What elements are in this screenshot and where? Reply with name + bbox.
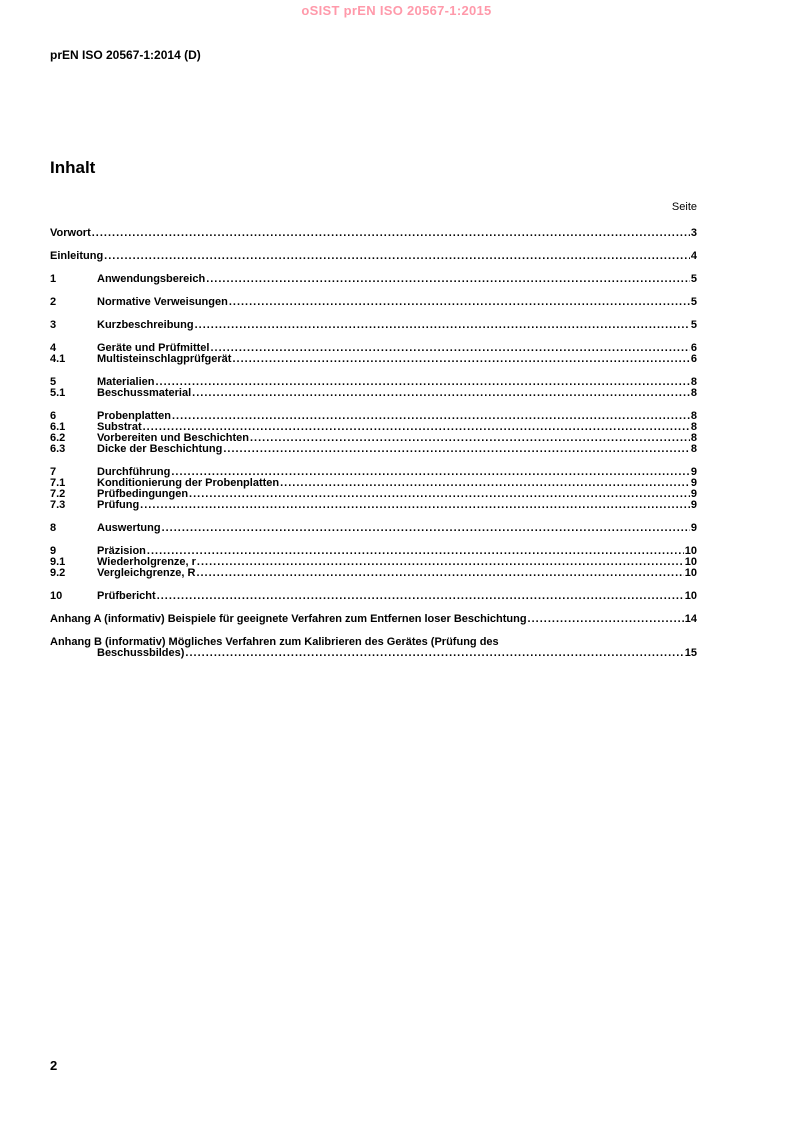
toc-entry-page: 5 [690, 319, 697, 331]
toc-entry-text: Dicke der Beschichtung [97, 443, 223, 455]
toc-entry[interactable] [50, 274, 697, 285]
toc-entry-page: 10 [684, 556, 697, 568]
toc-entry-text: Vorwort [50, 227, 91, 239]
toc-leader [147, 546, 684, 557]
toc-entry-number: 6.1 [50, 421, 66, 433]
toc-entry-number: 7.2 [50, 488, 66, 500]
toc-entry-text: Beschussmaterial [97, 387, 192, 399]
toc-entry[interactable] [50, 523, 697, 534]
toc-entry-text-continued: Beschussbildes) [97, 647, 185, 659]
toc-entry-text: Substrat [97, 421, 142, 433]
toc-entry-page: 4 [690, 250, 697, 262]
toc-entry-page: 14 [684, 613, 697, 625]
toc-leader [189, 489, 690, 500]
toc-entry-page: 10 [684, 567, 697, 579]
toc-entry[interactable] [50, 637, 697, 659]
toc-entry-page: 6 [690, 353, 697, 365]
toc-entry[interactable] [50, 297, 697, 308]
toc-entry[interactable] [50, 228, 697, 239]
toc-entry-text: Präzision [97, 545, 146, 557]
toc-entry-number: 6.2 [50, 432, 66, 444]
toc-entry-page: 5 [690, 296, 697, 308]
toc-leader [92, 228, 690, 239]
toc-leader [155, 377, 689, 388]
toc-entry[interactable] [50, 444, 697, 455]
toc-entry-number: 9.2 [50, 567, 66, 579]
page-title: Inhalt [50, 158, 96, 177]
toc-leader [195, 320, 690, 331]
toc-entry-text: Geräte und Prüfmittel [97, 342, 210, 354]
toc-leader [210, 343, 689, 354]
toc-entry-page: 8 [690, 421, 697, 433]
toc-entry-text: Vorbereiten und Beschichten [97, 432, 249, 444]
toc-entry-page: 9 [690, 522, 697, 534]
toc-leader [280, 478, 690, 489]
toc-entry[interactable] [50, 591, 697, 602]
toc-entry-text: Durchführung [97, 466, 171, 478]
document-id: prEN ISO 20567-1:2014 (D) [50, 48, 201, 62]
toc-entry-text: Konditionierung der Probenplatten [97, 477, 280, 489]
page-column-label: Seite [671, 201, 697, 213]
toc-entry-text: Normative Verweisungen [97, 296, 228, 308]
toc-leader [528, 614, 684, 625]
toc-entry-page: 8 [690, 410, 697, 422]
toc-entry-page: 8 [690, 432, 697, 444]
toc-entry-number: 7 [50, 466, 57, 478]
toc-entry[interactable] [50, 500, 697, 511]
toc-entry-number: 7.1 [50, 477, 66, 489]
toc-leader [104, 251, 690, 262]
toc-entry-text: Kurzbeschreibung [97, 319, 194, 331]
toc-entry[interactable] [50, 320, 697, 331]
toc-entry-page: 8 [690, 376, 697, 388]
toc-entry-text: Multisteinschlagprüfgerät [97, 353, 232, 365]
toc-entry-page: 5 [690, 273, 697, 285]
toc-entry-number: 7.3 [50, 499, 66, 511]
toc-entry[interactable] [50, 489, 697, 500]
toc-entry-page: 15 [684, 647, 697, 659]
toc-entry-number: 9 [50, 545, 57, 557]
page-number: 2 [50, 1058, 58, 1073]
toc-leader [223, 444, 690, 455]
toc-entry-text: Vergleichgrenze, R [97, 567, 196, 579]
toc-entry-text: Auswertung [97, 522, 161, 534]
toc-entry-text: Anwendungsbereich [97, 273, 206, 285]
toc-leader [157, 591, 684, 602]
toc-entry[interactable] [50, 568, 697, 579]
toc-leader [192, 388, 690, 399]
watermark: oSIST prEN ISO 20567-1:2015 [301, 3, 492, 18]
toc-entry-page: 9 [690, 477, 697, 489]
toc-entry-number: 4.1 [50, 353, 66, 365]
toc-entry-number: 6 [50, 410, 57, 422]
toc-entry-text: Anhang B (informativ) Mögliches Verfahren zum Kalibrieren des Gerätes (Prüfung des [50, 636, 499, 648]
toc-entry-page: 9 [690, 466, 697, 478]
toc-leader [172, 411, 690, 422]
toc-leader [162, 523, 690, 534]
toc-entry-page: 9 [690, 499, 697, 511]
toc-entry-text: Prüfbericht [97, 590, 156, 602]
toc-leader [206, 274, 690, 285]
toc-entry[interactable] [50, 251, 697, 262]
toc-entry-text: Prüfung [97, 499, 140, 511]
toc-entry-page: 8 [690, 443, 697, 455]
toc-entry[interactable] [50, 388, 697, 399]
toc-entry-number: 6.3 [50, 443, 66, 455]
table-of-contents [50, 228, 697, 659]
toc-entry-text: Prüfbedingungen [97, 488, 189, 500]
toc-leader [197, 557, 684, 568]
toc-entry-number: 5.1 [50, 387, 66, 399]
toc-leader [140, 500, 690, 511]
toc-leader [185, 648, 683, 659]
toc-leader [232, 354, 689, 365]
toc-entry-number: 2 [50, 296, 57, 308]
toc-entry-number: 10 [50, 590, 63, 602]
toc-entry-number: 1 [50, 273, 57, 285]
toc-entry-page: 9 [690, 488, 697, 500]
toc-entry-text: Probenplatten [97, 410, 171, 422]
toc-entry-number: 4 [50, 342, 57, 354]
toc-entry-page: 10 [684, 590, 697, 602]
toc-entry-page: 8 [690, 387, 697, 399]
toc-leader [250, 433, 690, 444]
toc-entry-page: 6 [690, 342, 697, 354]
toc-entry-text: Einleitung [50, 250, 104, 262]
toc-entry-number: 3 [50, 319, 57, 331]
toc-entry-page: 3 [690, 227, 697, 239]
toc-entry-number: 8 [50, 522, 57, 534]
toc-entry[interactable] [50, 411, 697, 422]
toc-entry-text: Wiederholgrenze, r [97, 556, 196, 568]
toc-entry-number: 9.1 [50, 556, 66, 568]
toc-leader [229, 297, 690, 308]
toc-entry-text: Anhang A (informativ) Beispiele für geeignete Verfahren zum Entfernen loser Beschichtung [50, 613, 527, 625]
toc-entry[interactable] [50, 354, 697, 365]
toc-entry-page: 10 [684, 545, 697, 557]
toc-entry-number: 5 [50, 376, 57, 388]
toc-entry-text: Materialien [97, 376, 155, 388]
toc-entry[interactable] [50, 614, 697, 625]
toc-leader [196, 568, 683, 579]
